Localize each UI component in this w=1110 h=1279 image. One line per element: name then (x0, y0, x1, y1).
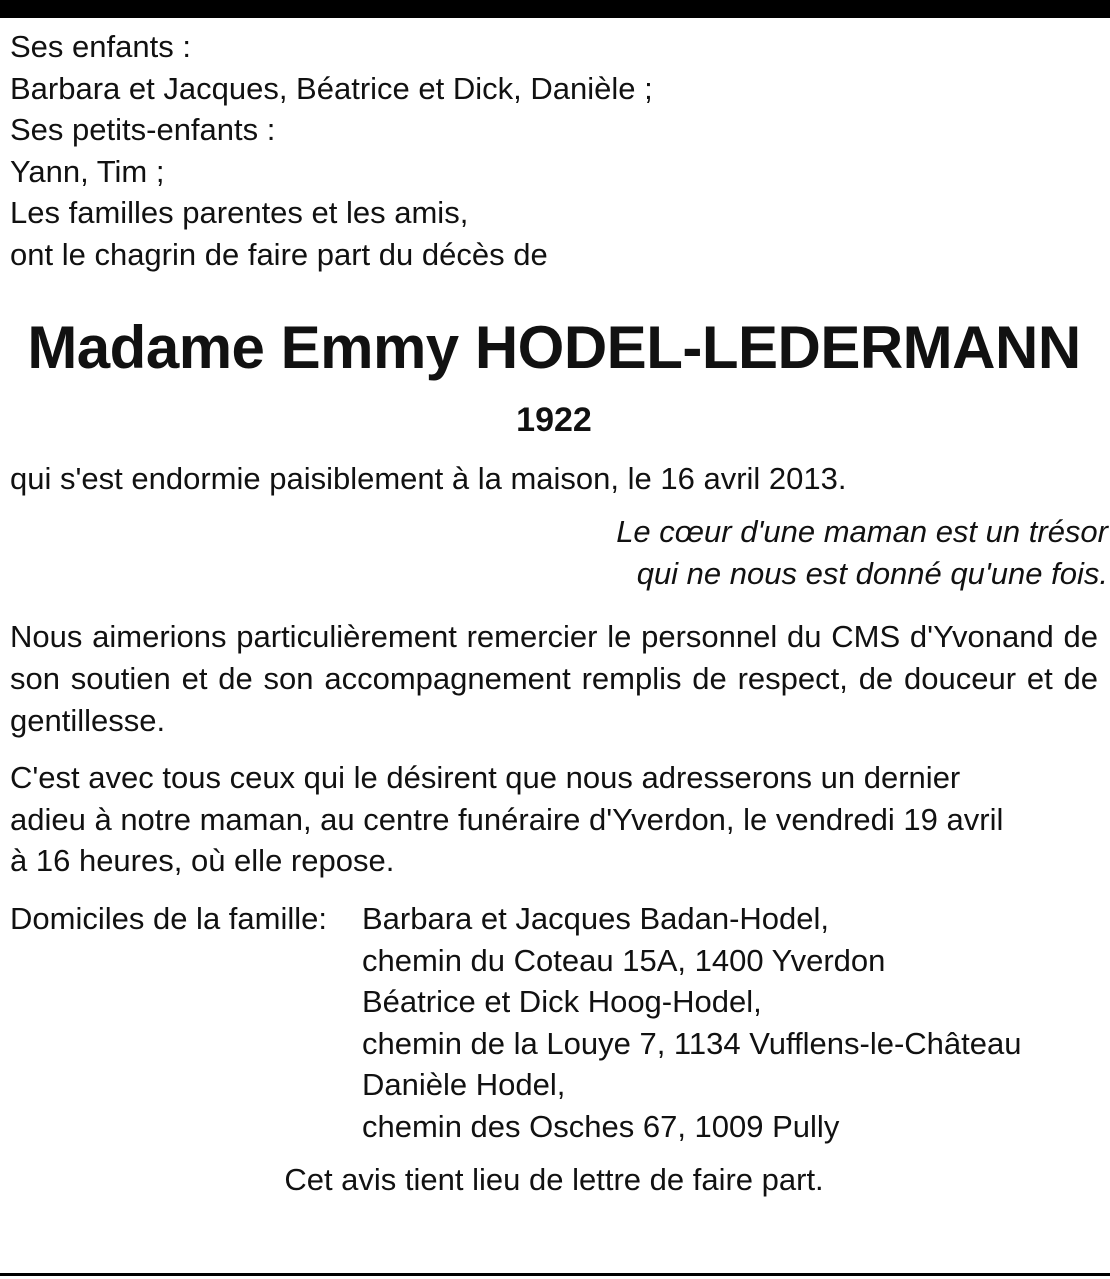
family-intro (10, 26, 1098, 276)
farewell-line: adieu à notre maman, au centre funéraire d'Yverdon, le vendredi 19 avril (10, 801, 1004, 837)
intro-line: Yann, Tim ; (10, 153, 165, 189)
intro-line: Les familles parentes et les amis, (10, 195, 469, 231)
domiciles-addresses (362, 898, 1021, 1148)
intro-line: Ses petits-enfants : (10, 112, 276, 148)
intro-line: Barbara et Jacques, Béatrice et Dick, Danièle ; (10, 70, 653, 106)
thanks-paragraph: Nous aimerions particulièrement remercier le personnel du CMS d'Yvonand de son soutien et de son accompagnement remplis de respect, de douceur et de gentillesse. (10, 619, 1098, 738)
domicile-line: chemin des Osches 67, 1009 Pully (362, 1108, 840, 1144)
domicile-line: Danièle Hodel, (362, 1067, 566, 1103)
quote-line: Le cœur d'une maman est un trésor (616, 514, 1108, 550)
memorial-quote (10, 511, 1108, 594)
deceased-name: Madame Emmy HODEL-LEDERMANN (27, 313, 1081, 381)
birth-year: 1922 (516, 400, 592, 439)
bottom-border (0, 1273, 1110, 1276)
farewell-line: C'est avec tous ceux qui le désirent que nous adresserons un dernier (10, 760, 961, 796)
domicile-line: chemin du Coteau 15A, 1400 Yverdon (362, 942, 886, 978)
farewell-paragraph (10, 757, 1098, 882)
domicile-line: Barbara et Jacques Badan-Hodel, (362, 900, 830, 936)
notice-footer: Cet avis tient lieu de lettre de faire part. (284, 1162, 824, 1198)
top-border (0, 0, 1110, 18)
obituary-notice (10, 26, 1108, 1201)
quote-line: qui ne nous est donné qu'une fois. (636, 555, 1108, 591)
death-statement: qui s'est endormie paisiblement à la maison, le 16 avril 2013. (10, 460, 847, 496)
domiciles-label: Domiciles de la famille: (10, 900, 327, 936)
farewell-line: à 16 heures, où elle repose. (10, 843, 395, 879)
intro-line: Ses enfants : (10, 29, 191, 64)
family-domiciles (10, 898, 1098, 1148)
intro-line: ont le chagrin de faire part du décès de (10, 236, 548, 272)
domicile-line: Béatrice et Dick Hoog-Hodel, (362, 984, 762, 1020)
domicile-line: chemin de la Louye 7, 1134 Vufflens-le-Château (362, 1025, 1022, 1061)
